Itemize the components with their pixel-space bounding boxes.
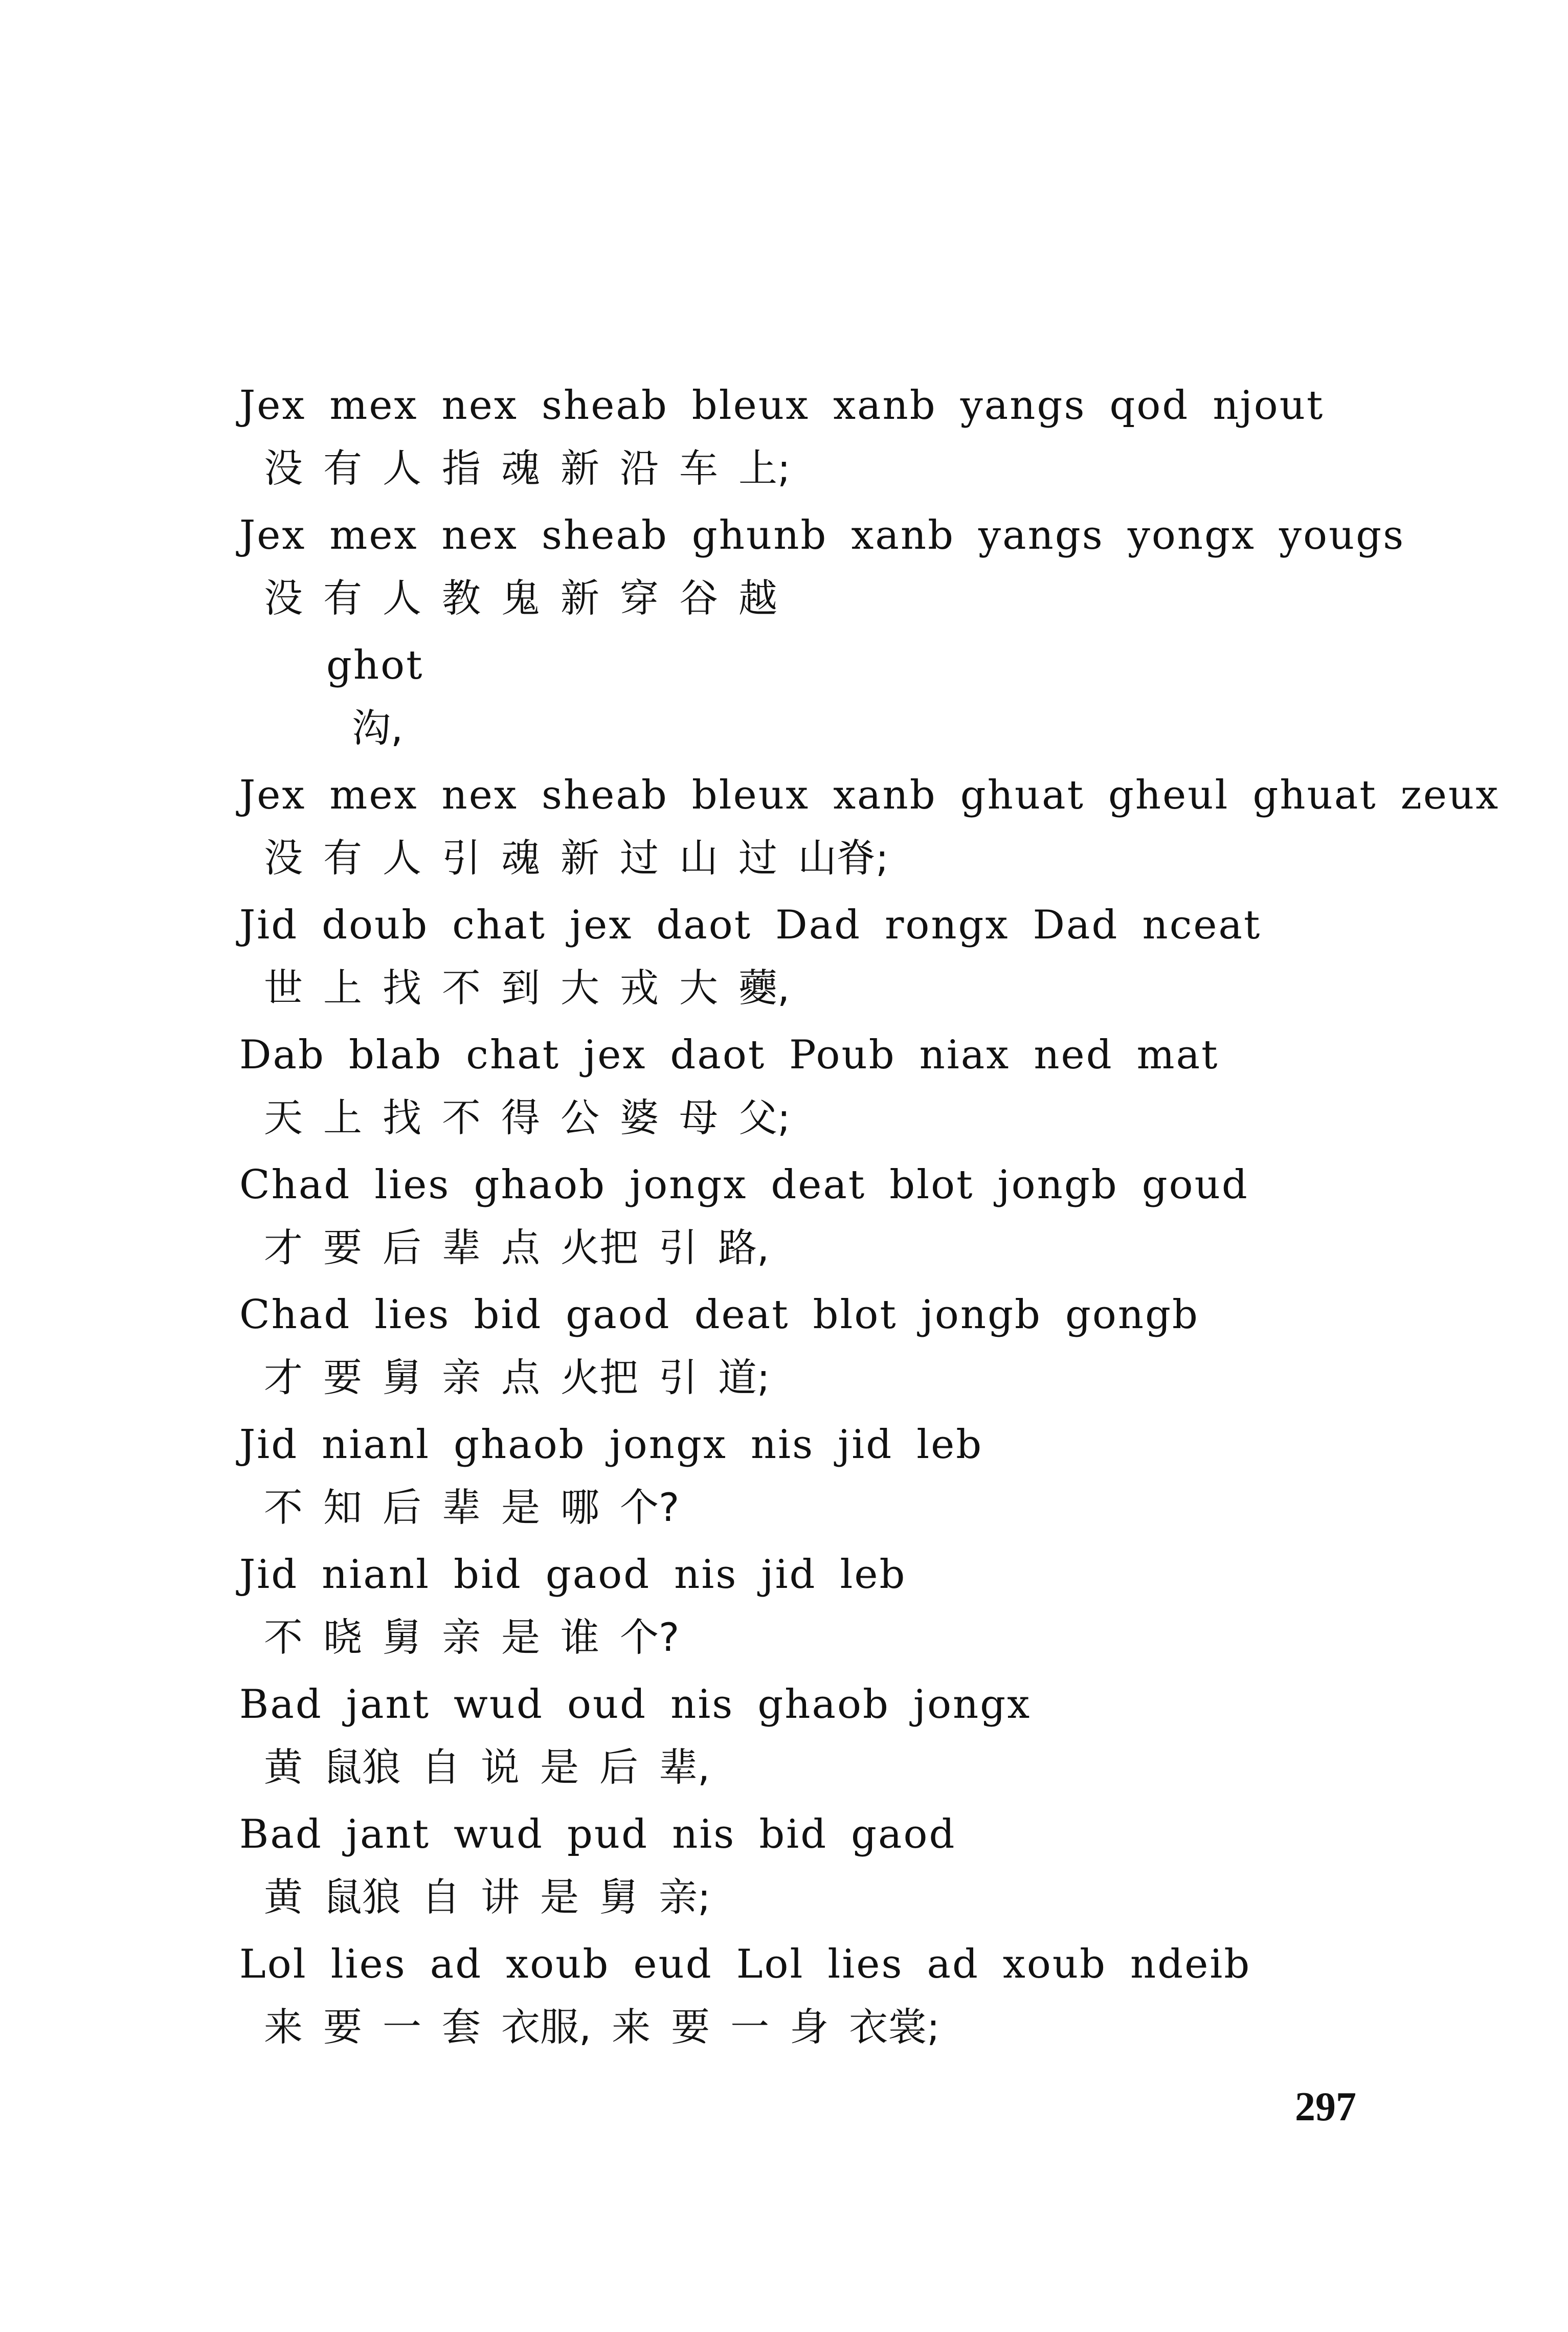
chinese-gloss-word: 魂 <box>501 445 540 491</box>
chinese-gloss-word: 才 <box>264 1225 303 1270</box>
chinese-gloss-word: 大 <box>679 965 718 1011</box>
miao-word: Dad <box>1033 902 1119 948</box>
miao-word: eud <box>633 1941 713 1987</box>
miao-word: Chad <box>239 1162 351 1208</box>
chinese-gloss-line <box>239 948 1446 1013</box>
chinese-gloss-line <box>239 1338 1446 1402</box>
miao-word: pud <box>567 1811 649 1857</box>
miao-word: lies <box>827 1941 904 1987</box>
chinese-gloss-word: 沟, <box>352 705 404 751</box>
miao-word: Jex <box>239 383 306 429</box>
miao-word: nis <box>674 1552 738 1598</box>
chinese-gloss-word: 要 <box>671 2004 710 2050</box>
miao-word: jant <box>346 1811 431 1857</box>
miao-word: jid <box>838 1422 893 1468</box>
chinese-gloss-word: 有 <box>323 445 362 491</box>
miao-word: ghaob <box>454 1422 586 1468</box>
miao-line <box>239 1792 1446 1857</box>
chinese-gloss-word: 山 <box>679 835 718 881</box>
miao-word: xoub <box>1002 1941 1107 1987</box>
chinese-gloss-word: 要 <box>323 2004 362 2050</box>
chinese-gloss-word: 没 <box>264 445 303 491</box>
chinese-gloss-line <box>239 818 1446 883</box>
chinese-gloss-word: 自 <box>421 1744 460 1790</box>
miao-word: Jid <box>239 902 299 948</box>
chinese-gloss-word: 找 <box>383 1095 421 1140</box>
chinese-gloss-word: 知 <box>323 1485 362 1530</box>
chinese-gloss-word: 哪 <box>561 1485 599 1530</box>
miao-word: goud <box>1141 1162 1249 1208</box>
miao-word: blab <box>348 1032 443 1078</box>
chinese-gloss-word: 上 <box>323 1095 362 1140</box>
miao-word: xoub <box>506 1941 610 1987</box>
miao-word: bleux <box>691 383 810 429</box>
miao-word: Dab <box>239 1032 325 1078</box>
miao-word: daot <box>656 902 752 948</box>
chinese-gloss-word: 父; <box>738 1095 791 1140</box>
chinese-gloss-word: 晓 <box>323 1615 362 1660</box>
chinese-gloss-word: 引 <box>659 1225 698 1270</box>
chinese-gloss-line <box>239 429 1446 493</box>
miao-line <box>239 1922 1446 1987</box>
miao-word: jex <box>584 1032 647 1078</box>
miao-word: gongb <box>1065 1292 1199 1338</box>
chinese-gloss-word: 一 <box>730 2004 770 2050</box>
miao-word: Jid <box>239 1552 299 1598</box>
miao-word: gaod <box>545 1552 651 1598</box>
chinese-gloss-word: 不 <box>442 1095 481 1140</box>
chinese-gloss-word: 得 <box>501 1095 540 1140</box>
chinese-gloss-line <box>239 558 1446 623</box>
chinese-gloss-word: 找 <box>383 965 421 1011</box>
miao-word: Jex <box>239 512 306 558</box>
miao-word: doub <box>322 902 429 948</box>
miao-line <box>239 363 1446 429</box>
chinese-gloss-word: 上 <box>323 965 362 1011</box>
miao-word: Poub <box>789 1032 896 1078</box>
miao-word: gaod <box>566 1292 671 1338</box>
miao-word: Jid <box>239 1422 299 1468</box>
chinese-gloss-word: 沿 <box>620 445 659 491</box>
chinese-gloss-word: 新 <box>561 445 599 491</box>
miao-word: chat <box>452 902 546 948</box>
miao-line <box>239 1013 1446 1078</box>
chinese-gloss-word: 道; <box>718 1355 770 1400</box>
miao-word: xanb <box>851 512 955 558</box>
miao-word: jongb <box>997 1162 1118 1208</box>
chinese-gloss-word: 大 <box>561 965 599 1011</box>
miao-word: ghaob <box>474 1162 607 1208</box>
miao-word: ned <box>1034 1032 1113 1078</box>
chinese-gloss-word: 才 <box>264 1355 303 1400</box>
chinese-gloss-word: 舅 <box>599 1874 638 1920</box>
chinese-gloss-line <box>239 1468 1446 1532</box>
miao-word: ndeib <box>1130 1941 1251 1987</box>
miao-word: jex <box>570 902 633 948</box>
chinese-gloss-word: 亲 <box>442 1615 481 1660</box>
chinese-gloss-word: 教 <box>442 575 481 621</box>
miao-word: blot <box>889 1162 974 1208</box>
miao-word: Dad <box>775 902 862 948</box>
miao-word: xanb <box>833 772 937 818</box>
chinese-gloss-word: 公 <box>561 1095 599 1140</box>
miao-word: chat <box>466 1032 561 1078</box>
chinese-gloss-word: 鼠狼 <box>323 1874 401 1920</box>
chinese-gloss-word: 山脊; <box>798 835 889 881</box>
chinese-gloss-word: 穿 <box>620 575 659 621</box>
chinese-gloss-word: 新 <box>561 575 599 621</box>
chinese-gloss-word: 黄 <box>264 1744 303 1790</box>
miao-word: yangs <box>978 512 1104 558</box>
miao-line <box>239 493 1446 558</box>
miao-word: sheab <box>541 512 668 558</box>
chinese-gloss-word: 舅 <box>383 1615 421 1660</box>
chinese-gloss-word: 虁, <box>738 965 790 1011</box>
chinese-gloss-word: 过 <box>738 835 777 881</box>
chinese-gloss-word: 黄 <box>264 1874 303 1920</box>
miao-word: daot <box>670 1032 766 1078</box>
chinese-gloss-word: 舅 <box>383 1355 421 1400</box>
miao-line <box>239 1272 1446 1338</box>
chinese-gloss-word: 到 <box>501 965 540 1011</box>
miao-word: deat <box>771 1162 866 1208</box>
miao-word: mex <box>329 512 418 558</box>
chinese-gloss-word: 鬼 <box>501 575 540 621</box>
miao-word: jid <box>761 1552 817 1598</box>
chinese-gloss-word: 不 <box>264 1485 303 1530</box>
miao-word: nex <box>441 383 518 429</box>
chinese-gloss-word: 指 <box>442 445 481 491</box>
miao-word: nianl <box>322 1552 431 1598</box>
chinese-gloss-word: 不 <box>442 965 481 1011</box>
chinese-gloss-word: 辈 <box>442 1225 481 1270</box>
miao-word: Chad <box>239 1292 351 1338</box>
chinese-gloss-word: 上; <box>738 445 791 491</box>
miao-word: leb <box>840 1552 907 1598</box>
miao-word: yangs <box>960 383 1086 429</box>
chinese-gloss-word: 是 <box>501 1485 540 1530</box>
miao-word: sheab <box>541 383 668 429</box>
miao-word: gheul <box>1108 772 1229 818</box>
chinese-gloss-word: 人 <box>383 575 421 621</box>
miao-word: sheab <box>541 772 668 818</box>
chinese-gloss-word: 有 <box>323 575 362 621</box>
chinese-gloss-line <box>239 1598 1446 1662</box>
chinese-gloss-word: 火把 <box>561 1355 638 1400</box>
miao-word: jongx <box>609 1422 727 1468</box>
miao-word: nianl <box>322 1422 431 1468</box>
chinese-gloss-word: 后 <box>599 1744 638 1790</box>
miao-word: deat <box>694 1292 790 1338</box>
miao-line <box>239 753 1500 818</box>
miao-word: qod <box>1109 383 1190 429</box>
chinese-gloss-word: 点 <box>501 1355 540 1400</box>
chinese-gloss-word: 有 <box>323 835 362 881</box>
chinese-gloss-word: 魂 <box>501 835 540 881</box>
chinese-gloss-word: 新 <box>561 835 599 881</box>
miao-line <box>239 883 1446 948</box>
poem-text <box>239 363 1500 2052</box>
miao-word: bid <box>474 1292 543 1338</box>
miao-word: wud <box>454 1811 544 1857</box>
miao-word: lies <box>374 1292 451 1338</box>
miao-word: yongx <box>1127 512 1256 558</box>
chinese-gloss-word: 过 <box>620 835 659 881</box>
miao-word: Bad <box>239 1811 323 1857</box>
miao-word: nis <box>750 1422 815 1468</box>
chinese-gloss-word: 说 <box>481 1744 520 1790</box>
chinese-gloss-word: 亲; <box>659 1874 711 1920</box>
chinese-gloss-word: 母 <box>679 1095 718 1140</box>
miao-word: nis <box>672 1811 736 1857</box>
miao-word: Lol <box>239 1941 307 1987</box>
chinese-gloss-word: 人 <box>383 445 421 491</box>
miao-word: jongx <box>630 1162 748 1208</box>
miao-line <box>239 1532 1446 1598</box>
chinese-gloss-word: 来 <box>264 2004 303 2050</box>
chinese-gloss-word: 来 <box>612 2004 651 2050</box>
chinese-gloss-word: 世 <box>264 965 303 1011</box>
chinese-gloss-word: 路, <box>718 1225 770 1270</box>
chinese-gloss-word: 没 <box>264 835 303 881</box>
chinese-gloss-word: 点 <box>501 1225 540 1270</box>
chinese-gloss-word: 火把 <box>561 1225 638 1270</box>
chinese-gloss-word: 个? <box>620 1485 680 1530</box>
miao-line <box>239 623 1446 688</box>
chinese-gloss-word: 身 <box>790 2004 829 2050</box>
chinese-gloss-word: 越 <box>738 575 777 621</box>
chinese-gloss-word: 一 <box>383 2004 421 2050</box>
chinese-gloss-word: 讲 <box>481 1874 520 1920</box>
chinese-gloss-word: 谷 <box>679 575 718 621</box>
chinese-gloss-word: 婆 <box>620 1095 659 1140</box>
chinese-gloss-word: 自 <box>421 1874 460 1920</box>
chinese-gloss-word: 谁 <box>561 1615 599 1660</box>
chinese-gloss-word: 引 <box>442 835 481 881</box>
chinese-gloss-line <box>239 1208 1446 1272</box>
miao-word: niax <box>919 1032 1011 1078</box>
miao-word: xanb <box>833 383 937 429</box>
miao-line <box>239 1662 1446 1728</box>
chinese-gloss-word: 没 <box>264 575 303 621</box>
chinese-gloss-word: 戎 <box>620 965 659 1011</box>
miao-word: ghuat <box>960 772 1085 818</box>
miao-word: jongx <box>913 1681 1032 1728</box>
chinese-gloss-word: 套 <box>442 2004 481 2050</box>
miao-word: rongx <box>885 902 1010 948</box>
chinese-gloss-word: 辈, <box>659 1744 710 1790</box>
miao-word: Bad <box>239 1681 323 1728</box>
chinese-gloss-word: 后 <box>383 1485 421 1530</box>
miao-word: nis <box>670 1681 734 1728</box>
miao-word: lies <box>374 1162 451 1208</box>
chinese-gloss-word: 辈 <box>442 1485 481 1530</box>
miao-word: Lol <box>736 1941 804 1987</box>
miao-word: gaod <box>851 1811 956 1857</box>
chinese-gloss-word: 亲 <box>442 1355 481 1400</box>
chinese-gloss-line <box>239 1857 1446 1922</box>
miao-word: yougs <box>1279 512 1405 558</box>
chinese-gloss-word: 是 <box>540 1744 579 1790</box>
chinese-gloss-word: 引 <box>659 1355 698 1400</box>
miao-word: bid <box>759 1811 828 1857</box>
miao-word: njout <box>1213 383 1325 429</box>
miao-word: lies <box>330 1941 407 1987</box>
miao-word: nex <box>441 512 518 558</box>
chinese-gloss-word: 是 <box>501 1615 540 1660</box>
miao-word: jongb <box>921 1292 1042 1338</box>
miao-word: blot <box>813 1292 898 1338</box>
miao-word: mex <box>329 383 418 429</box>
miao-word: ghuat <box>1252 772 1377 818</box>
chinese-gloss-word: 人 <box>383 835 421 881</box>
miao-word: Jex <box>239 772 306 818</box>
chinese-gloss-word: 鼠狼 <box>323 1744 401 1790</box>
chinese-gloss-word: 要 <box>323 1225 362 1270</box>
chinese-gloss-word: 衣裳; <box>849 2004 940 2050</box>
miao-word: ghot <box>326 642 424 688</box>
miao-word: mat <box>1136 1032 1219 1078</box>
miao-word: oud <box>567 1681 647 1728</box>
chinese-gloss-word: 天 <box>264 1095 303 1140</box>
miao-word: zeux <box>1400 772 1500 818</box>
miao-word: ghunb <box>691 512 828 558</box>
miao-word: jant <box>346 1681 431 1728</box>
chinese-gloss-word: 是 <box>540 1874 579 1920</box>
miao-line <box>239 1402 1446 1468</box>
chinese-gloss-word: 要 <box>323 1355 362 1400</box>
miao-word: ad <box>927 1941 979 1987</box>
miao-word: leb <box>916 1422 983 1468</box>
miao-word: wud <box>454 1681 544 1728</box>
page-number: 297 <box>1295 2084 1356 2129</box>
chinese-gloss-word: 不 <box>264 1615 303 1660</box>
miao-word: ad <box>430 1941 483 1987</box>
miao-word: ghaob <box>757 1681 890 1728</box>
miao-word: bid <box>454 1552 522 1598</box>
chinese-gloss-line <box>239 688 1446 753</box>
chinese-gloss-line <box>239 1987 1446 2052</box>
chinese-gloss-word: 个? <box>620 1615 680 1660</box>
miao-word: mex <box>329 772 418 818</box>
chinese-gloss-word: 车 <box>679 445 718 491</box>
miao-word: nex <box>441 772 518 818</box>
miao-line <box>239 1142 1446 1208</box>
chinese-gloss-word: 衣服, <box>501 2004 592 2050</box>
chinese-gloss-line <box>239 1728 1446 1792</box>
miao-word: nceat <box>1142 902 1262 948</box>
chinese-gloss-line <box>239 1078 1446 1142</box>
miao-word: bleux <box>691 772 810 818</box>
chinese-gloss-word: 后 <box>383 1225 421 1270</box>
